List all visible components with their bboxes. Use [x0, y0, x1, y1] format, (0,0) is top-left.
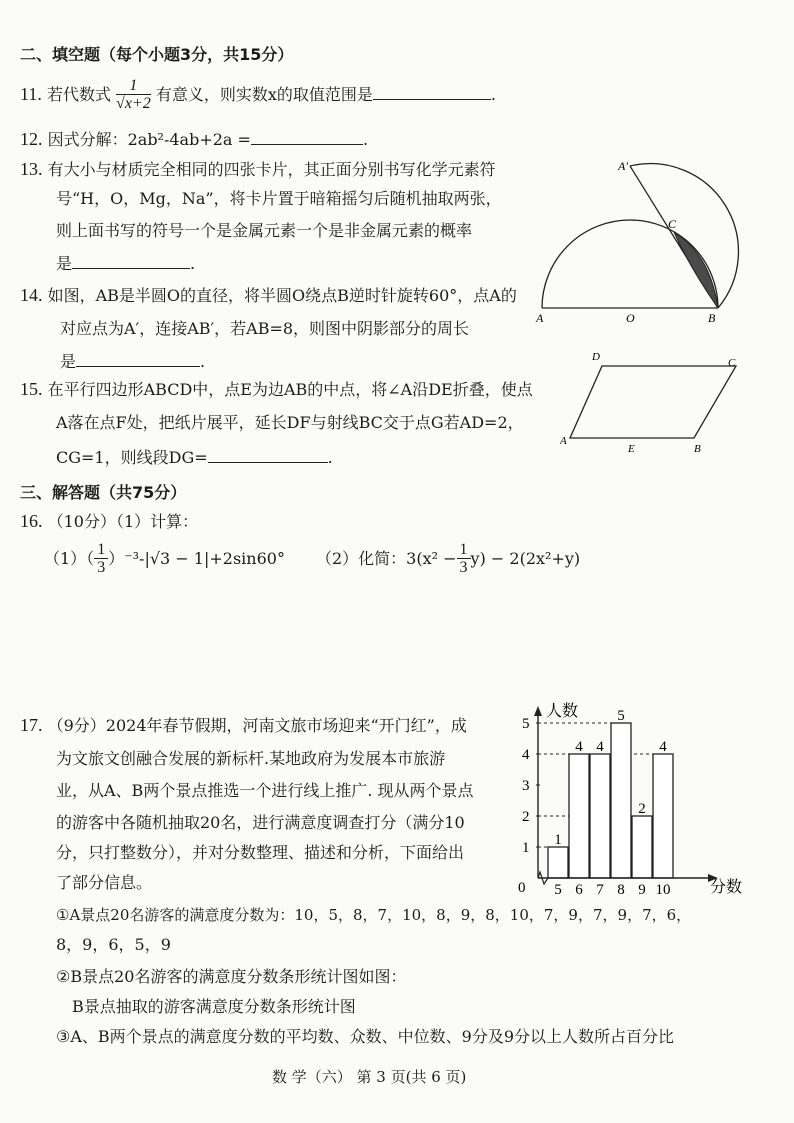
- q15-line3-wrap: CG=1，则线段DG= .: [56, 448, 333, 467]
- q16-part2-frac-num: 1: [457, 542, 471, 559]
- q16-part2-label: （2）化简：3(x² −: [316, 549, 457, 568]
- bar: [632, 816, 652, 878]
- section2-heading: 二、填空题（每个小题3分，共15分）: [20, 45, 294, 64]
- q17-info3: ③A、B两个景点的满意度分数的平均数、众数、中位数、9分及9分以上人数所占百分比: [56, 1027, 675, 1046]
- q16-part1-frac-den: 3: [97, 559, 106, 576]
- y-axis-arrow: [534, 706, 542, 716]
- q17-info1b: 8，9，6，5，9: [56, 935, 171, 954]
- label-c: C: [728, 357, 736, 369]
- q13-line4-wrap: 是 .: [56, 254, 196, 273]
- q11-number: 11.: [20, 84, 42, 104]
- label-e: E: [628, 443, 635, 455]
- q13-number: 13.: [20, 159, 43, 179]
- q13-line1: 有大小与材质完全相同的四张卡片，其正面分别书写化学元素符: [47, 160, 496, 179]
- q11-text-before: 若代数式: [46, 85, 111, 104]
- q16-part2-frac-den: 3: [459, 559, 468, 576]
- q13-line2: 号“H，O，Mg，Na”，将卡片置于暗箱摇匀后随机抽取两张，: [56, 189, 502, 208]
- q14-answer-blank[interactable]: [76, 350, 200, 367]
- q17-info1: ①A景点20名游客的满意度分数为：10，5，8，7，10，8，9，8，10，7，9，7，9，7，6，: [56, 906, 692, 924]
- label-o: O: [626, 311, 635, 325]
- q16-part2-rest: y) − 2(2x²+y): [470, 549, 581, 568]
- bar: [611, 723, 631, 878]
- bar: [653, 754, 673, 878]
- q17-line4: 的游客中各随机抽取20名，进行满意度调查打分（满分10: [56, 813, 465, 832]
- bar-chart-b-scores: [510, 694, 760, 904]
- q16-intro: （10分）（1）计算：: [47, 512, 199, 531]
- shaded-region: [674, 232, 718, 308]
- q16-part1-fraction: [94, 542, 108, 577]
- q16-part1-rest: ）⁻³-|√3 − 1|+2sin60°: [108, 549, 285, 568]
- question-13: [20, 158, 496, 181]
- label-b: B: [708, 311, 716, 325]
- bar-value-label: 2: [638, 801, 646, 817]
- x-tick-label: 7: [596, 882, 604, 898]
- q11-answer-blank[interactable]: [373, 83, 491, 100]
- q15-line1: 在平行四边形ABCD中，点E为边AB的中点，将∠A沿DE折叠，使点: [47, 380, 533, 399]
- q16-part2-fraction: [457, 542, 471, 577]
- q14-line3: 是: [60, 352, 77, 371]
- x-tick-label: 5: [554, 882, 562, 898]
- y-tick-label: 5: [522, 716, 530, 732]
- figure-parallelogram: [560, 346, 756, 460]
- x-tick-label: 10: [655, 882, 671, 898]
- question-11: 11. 若代数式 $\frac{1}{√x+2}$ 有意义，则实数x的取值范围是 .: [20, 77, 496, 112]
- x-tick-label: 9: [638, 882, 646, 898]
- q17-chart-caption: B景点抽取的游客满意度分数条形统计图: [72, 997, 356, 1016]
- q11-frac-num: 1: [116, 78, 151, 95]
- question-14: [20, 284, 517, 307]
- label-d: D: [592, 351, 600, 363]
- q14-line3-wrap: 是 .: [60, 352, 206, 371]
- label-a-prime: A′: [618, 159, 628, 173]
- q15-line3: CG=1，则线段DG=: [56, 448, 208, 467]
- y-axis-label: 人数: [546, 703, 579, 720]
- q11-text-after: 有意义，则实数x的取值范围是: [155, 85, 373, 104]
- bar: [590, 754, 610, 878]
- q14-line1: 如图，AB是半圆O的直径，将半圆O绕点B逆时针旋转60°，点A的: [47, 286, 517, 305]
- q17-info2: ②B景点20名游客的满意度分数条形统计图如图：: [56, 967, 407, 986]
- question-12: 12. 因式分解：2ab²-4ab+2a = .: [20, 129, 369, 149]
- x-tick-label: 8: [617, 882, 625, 898]
- question-17: [20, 714, 467, 737]
- q11-frac-den: √x+2: [116, 95, 151, 112]
- q13-answer-blank[interactable]: [72, 252, 190, 269]
- chart-bars: [548, 723, 673, 878]
- origin-label: 0: [518, 880, 526, 896]
- bar-value-label: 4: [659, 739, 667, 755]
- section3-heading: 三、解答题（共75分）: [20, 483, 187, 502]
- q13-line3: 则上面书写的符号一个是金属元素一个是非金属元素的概率: [56, 221, 473, 240]
- y-tick-label: 3: [522, 778, 530, 794]
- bar-value-label: 5: [617, 708, 625, 724]
- bar: [569, 754, 589, 878]
- q13-line4: 是: [56, 254, 73, 273]
- q11-fraction: [116, 78, 151, 113]
- page-footer: 数 学（六） 第 3 页(共 6 页): [272, 1068, 467, 1086]
- q15-answer-blank[interactable]: [208, 446, 328, 463]
- bar: [548, 847, 568, 878]
- bar-value-label: 4: [575, 739, 583, 755]
- rotated-semicircle-arc: [630, 164, 738, 308]
- label-a: A: [560, 435, 567, 447]
- q17-number: 17.: [20, 715, 43, 735]
- bar-value-label: 4: [596, 739, 604, 755]
- q16-part1: [44, 542, 285, 577]
- question-15: [20, 378, 533, 401]
- q17-line5: 分，只打整数分），并对分数整理、描述和分析，下面给出: [56, 843, 465, 862]
- q16-part1-label: （1）（: [44, 549, 95, 568]
- y-tick-label: 2: [522, 809, 530, 825]
- q15-line2: A落在点F处，把纸片展平，延长DF与射线BC交于点G若AD=2，: [56, 413, 524, 432]
- q12-text: 因式分解：2ab²-4ab+2a =: [47, 130, 251, 149]
- x-axis-label: 分数: [710, 879, 743, 896]
- q16-number: 16.: [20, 511, 43, 531]
- q17-line1: （9分）2024年春节假期，河南文旅市场迎来“开门红”，成: [47, 716, 467, 735]
- q16-part2: [316, 542, 580, 577]
- q17-line6: 了部分信息。: [56, 873, 153, 892]
- label-a: A: [536, 311, 544, 325]
- q17-line3: 业，从A、B两个景点推选一个进行线上推广. 现从两个景点: [56, 781, 474, 800]
- q12-number: 12.: [20, 129, 43, 149]
- q14-line2: 对应点为A′，连接AB′，若AB=8，则图中阴影部分的周长: [60, 319, 470, 338]
- figure-rotated-semicircle: [530, 158, 760, 328]
- q14-number: 14.: [20, 285, 43, 305]
- label-c: C: [668, 217, 677, 231]
- q16-part1-frac-num: 1: [94, 542, 108, 559]
- q15-number: 15.: [20, 379, 43, 399]
- bar-value-label: 1: [554, 832, 562, 848]
- y-tick-label: 4: [522, 747, 530, 763]
- parallelogram-abcd: [570, 366, 736, 438]
- y-tick-label: 1: [522, 840, 530, 856]
- x-tick-label: 6: [575, 882, 583, 898]
- q17-line2: 为文旅文创融合发展的新标杆.某地政府为发展本市旅游: [56, 749, 446, 768]
- question-16: [20, 510, 198, 533]
- label-b: B: [694, 443, 701, 455]
- q12-answer-blank[interactable]: [251, 128, 363, 145]
